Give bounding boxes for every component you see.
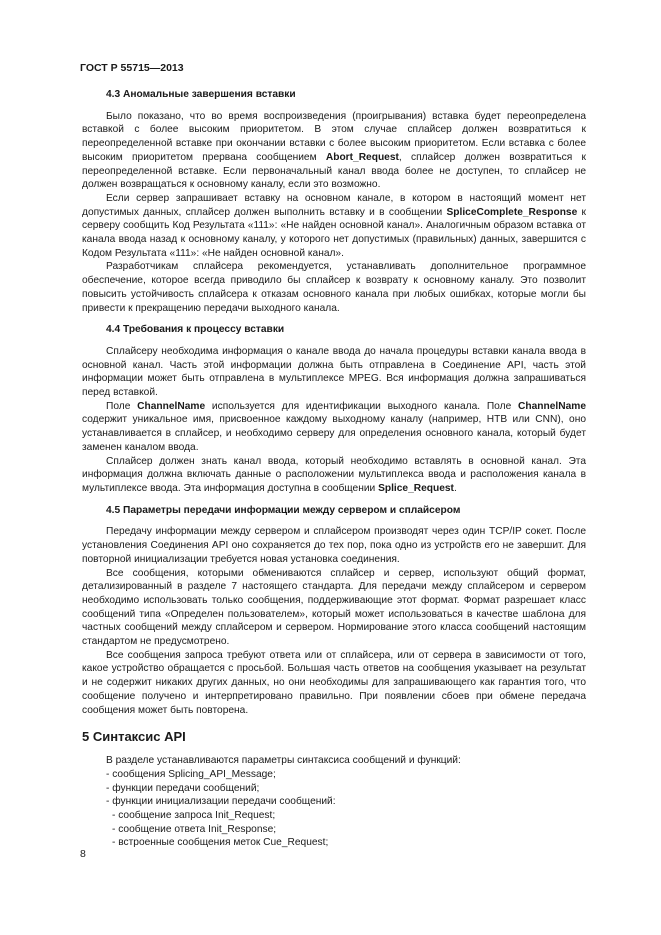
section-4-5-paragraph-2: Все сообщения, которыми обмениваются сплайсер и сервер, используют общий формат, детализированный в разделе 7 настоящего стандарта. Для передачи между сплайсером и сервером необходимо использовать только сообщения, поддерживающие этот формат. Формат разрешает класс сообщений типа «Определен пользователем», который может использоваться в качестве шаблона для частных сообщений между сплайсером и сервером. Нормирование этого класса сообщений настоящим стандартом не предусмотрено.	[82, 567, 586, 648]
section-4-3-paragraph-3: Разработчикам сплайсера рекомендуется, устанавливать дополнительное программное обеспечение, которое всегда приводило бы сплайсер к возврату к основному каналу. Это позволит повысить устойчивость сплайсера к отказам основного канала при любых ошибках, которые могли бы привести к прекращению передачи выходного канала.	[82, 261, 586, 314]
section-4-3-paragraph-2: Если сервер запрашивает вставку на основном канале, в котором в настоящий момент нет допустимых данных, сплайсер должен выполнить вставку и в сообщении SpliceComplete_Response к серверу сообщить Код Результата «111»: «Не найден основной канал». Аналогичным образом вставка от канала ввода назад к основному каналу, у которого нет допустимых (правильных) данных, завершится с Кодом Результата «111»: «Не найден основной канал».	[82, 192, 586, 259]
list-item: - функции инициализации передачи сообщений:	[106, 796, 336, 808]
list-sub-item: - сообщение запроса Init_Request;	[112, 810, 276, 822]
section-4-5-paragraph-3: Все сообщения запроса требуют ответа или от сплайсера, или от сервера в зависимости от того, какое устройство обращается с просьбой. Большая часть ответов на сообщения указывает на результат и не содержит никаких других данных, но они необходимы для запрашивающего как гарантия того, что сообщение получено и интерпретировано правильно. При появлении сбоев при обмене передача сообщения может быть повторена.	[82, 649, 586, 716]
channel-name-term: ChannelName	[518, 400, 586, 412]
section-4-4-paragraph-1: Сплайсеру необходима информация о канале ввода до начала процедуры вставки канала ввода в основной канал. Часть этой информации должна быть отправлена в Соединение API, часть этой информации может быть отправлена в мультиплексе MPEG. Вся информация должна запрашиваться перед вставкой.	[82, 345, 586, 399]
list-sub-item: - сообщение ответа Init_Response;	[112, 823, 277, 835]
list-sub-item: - встроенные сообщения меток Cue_Request;	[112, 837, 329, 849]
page-content	[82, 88, 586, 850]
section-5-intro: В разделе устанавливаются параметры синтаксиса сообщений и функций:	[106, 755, 461, 767]
channel-name-term: ChannelName	[137, 400, 206, 412]
section-4-5-heading: 4.5 Параметры передачи информации между сервером и сплайсером	[106, 504, 461, 516]
page-number: 8	[80, 848, 86, 860]
list-item: - функции передачи сообщений;	[106, 782, 260, 794]
section-4-3-heading: 4.3 Аномальные завершения вставки	[106, 89, 296, 100]
splice-complete-response-term: SpliceComplete_Response	[446, 206, 578, 218]
section-5-heading: 5 Синтаксис API	[82, 729, 186, 745]
section-4-4-paragraph-2: Поле ChannelName используется для идентификации выходного канала. Поле ChannelName содержит уникальное имя, присвоенное каждому выходному каналу (например, НТВ или CNN), оно устанавливается в сплайсер, и необходимо серверу для определения основного канала, который будет заменен каналом ввода.	[82, 400, 586, 453]
document-header: ГОСТ Р 55715—2013	[80, 62, 184, 74]
section-4-3-paragraph-1: Было показано, что во время воспроизведения (проигрывания) вставка будет переопределена вставкой с более высоким приоритетом. В этом случае сплайсер должен возвратиться к переопределенной вставке при окончании вставки с более высоким приоритетом. Если вставка с более высоким приоритетом прервана сообщением Abort_Request, сплайсер должен возвратиться к переопределенной вставке. Если первоначальный канал ввода более не доступен, то сплайсер не должен возвращаться к основному каналу, если это возможно.	[82, 110, 586, 191]
section-4-4-paragraph-3: Сплайсер должен знать канал ввода, который необходимо вставлять в основной канал. Эта информация должна включать данные о расположении мультиплекса ввода и расположения канала в мультиплексе ввода. Эта информация доступна в сообщении Splice_Request.	[82, 455, 586, 494]
abort-request-term: Abort_Request	[325, 151, 399, 163]
section-4-5-paragraph-1: Передачу информации между сервером и сплайсером производят через один TCP/IP сокет. После установления Соединения API оно сохраняется до тех пор, пока одно из устройств его не завершит. Для повторной инициализации требуется новая установка соединения.	[82, 526, 586, 565]
splice-request-term: Splice_Request	[378, 482, 454, 494]
section-4-4-heading: 4.4 Требования к процессу вставки	[106, 324, 285, 336]
list-item: - сообщения Splicing_API_Message;	[106, 768, 276, 780]
